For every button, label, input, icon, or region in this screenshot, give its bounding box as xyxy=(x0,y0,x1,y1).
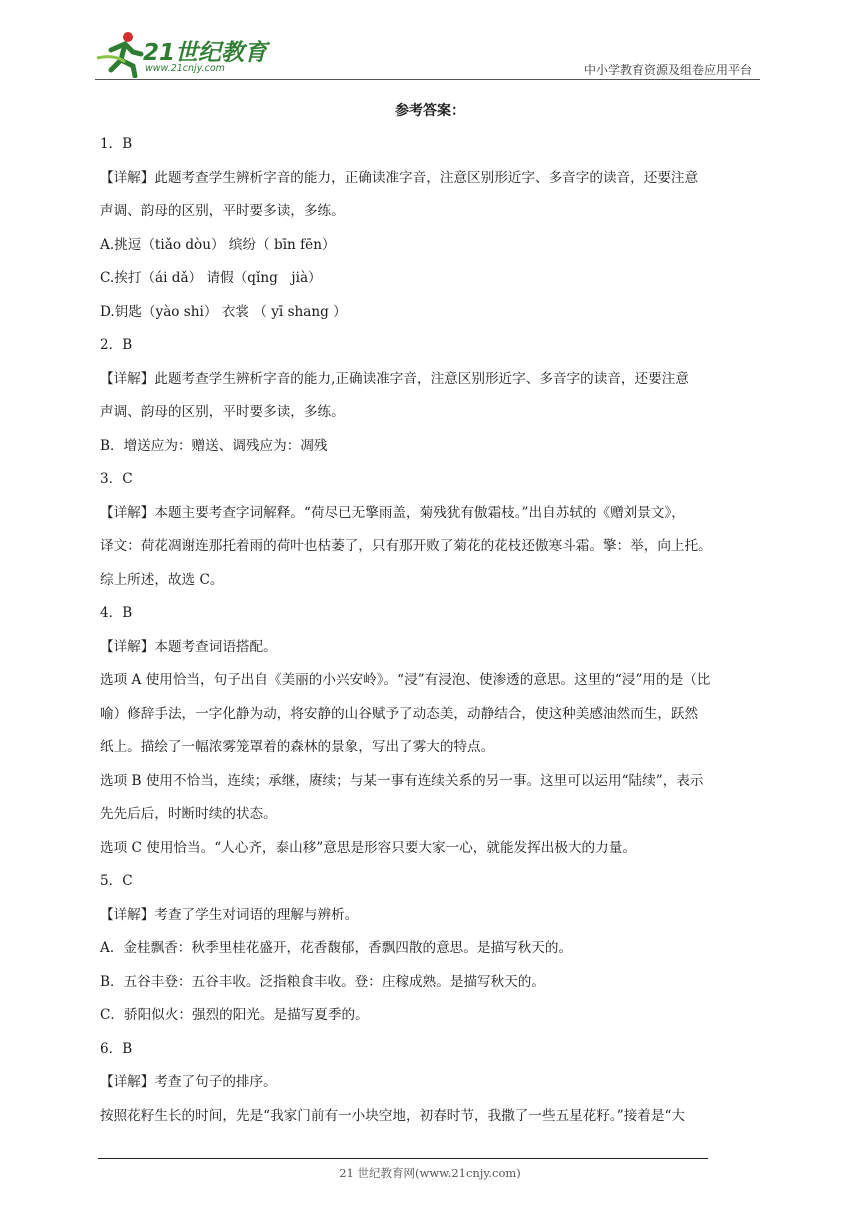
text-line: 3．C xyxy=(100,471,133,487)
text-line: 1．B xyxy=(100,136,133,152)
text-line: 【详解】此题考查学生辨析字音的能力，正确读准字音，注意区别形近字、多音字的读音，还要注意 xyxy=(100,169,699,186)
text-line: 纸上。描绘了一幅浓雾笼罩着的森林的景象，写出了雾大的特点。 xyxy=(100,739,495,755)
text-line: B．增送应为：赠送、调残应为：凋残 xyxy=(100,437,328,454)
page-title: 参考答案： xyxy=(395,103,465,119)
logo-text: 21世纪教育 xyxy=(143,40,268,66)
text-line: 选项 C 使用恰当。“人心齐，泰山移”意思是形容只要大家一心，就能发挥出极大的力量。 xyxy=(100,839,636,856)
text-line: 【详解】考查了句子的排序。 xyxy=(100,1074,277,1090)
text-line: 先先后后，时断时续的状态。 xyxy=(100,806,277,822)
text-line: 声调、韵母的区别，平时要多读，多练。 xyxy=(100,203,345,219)
text-line: A.挑逗（tiǎo dòu） 缤纷（ bīn fēn） xyxy=(100,236,336,253)
answer-document xyxy=(100,95,760,1133)
footer-divider xyxy=(98,1158,708,1159)
text-line: 【详解】本题主要考查字词解释。“荷尽已无擎雨盖，菊残犹有傲霜枝。”出自苏轼的《赠刘景文》， xyxy=(100,504,685,521)
text-line: 2．B xyxy=(100,337,133,353)
text-line: 选项 B 使用不恰当，连续；承继，赓续；与某一事有连续关系的另一事。这里可以运用“陆续”，表示 xyxy=(100,772,704,789)
text-line: 6．B xyxy=(100,1040,133,1057)
text-line: 译文：荷花凋谢连那托着雨的荷叶也枯萎了，只有那开败了菊花的花枝还傲寒斗霜。擎：举，向上托。 xyxy=(100,538,712,554)
text-line: C．骄阳似火：强烈的阳光。是描写夏季的。 xyxy=(100,1007,369,1023)
platform-name: 中小学教育资源及组卷应用平台 xyxy=(583,63,752,77)
page-footer: 21 世纪教育网(www.21cnjy.com) xyxy=(339,1166,521,1180)
runner-logo-icon xyxy=(95,28,147,78)
text-line: 按照花籽生长的时间，先是“我家门前有一小块空地，初春时节，我撒了一些五星花籽。”接着是“大 xyxy=(100,1107,685,1124)
text-line: B．五谷丰登：五谷丰收。泛指粮食丰收。登：庄稼成熟。是描写秋天的。 xyxy=(100,973,545,990)
text-line: 声调、韵母的区别，平时要多读，多练。 xyxy=(100,404,345,420)
text-line: 选项 A 使用恰当，句子出自《美丽的小兴安岭》。“浸”有浸泡、使渗透的意思。这里的“浸”用的是（比 xyxy=(100,672,711,688)
text-line: 【详解】此题考查学生辨析字音的能力,正确读准字音，注意区别形近字、多音字的读音，还要注意 xyxy=(100,370,689,387)
text-line: D.钥匙（yào shi） 衣裳 （ yī shang ） xyxy=(100,303,347,320)
text-line: 综上所述，故选 C。 xyxy=(100,571,224,588)
text-line: 【详解】考查了学生对词语的理解与辨析。 xyxy=(100,906,359,923)
text-line: 【详解】本题考查词语搭配。 xyxy=(100,638,277,655)
logo xyxy=(95,28,268,78)
text-line: 5．C xyxy=(100,873,133,889)
page-header xyxy=(95,28,760,80)
text-line: C.挨打（ái dǎ） 请假（qǐng jià） xyxy=(100,270,322,286)
text-line: 喻）修辞手法，一字化静为动，将安静的山谷赋予了动态美，动静结合，使这种美感油然而生，跃然 xyxy=(100,705,699,722)
text-line: 4．B xyxy=(100,605,133,621)
text-line: A．金桂飘香：秋季里桂花盛开，花香馥郁，香飘四散的意思。是描写秋天的。 xyxy=(100,940,573,956)
answer-lines xyxy=(100,128,760,1133)
header-divider xyxy=(95,79,760,80)
logo-url: www.21cnjy.com xyxy=(145,63,225,74)
